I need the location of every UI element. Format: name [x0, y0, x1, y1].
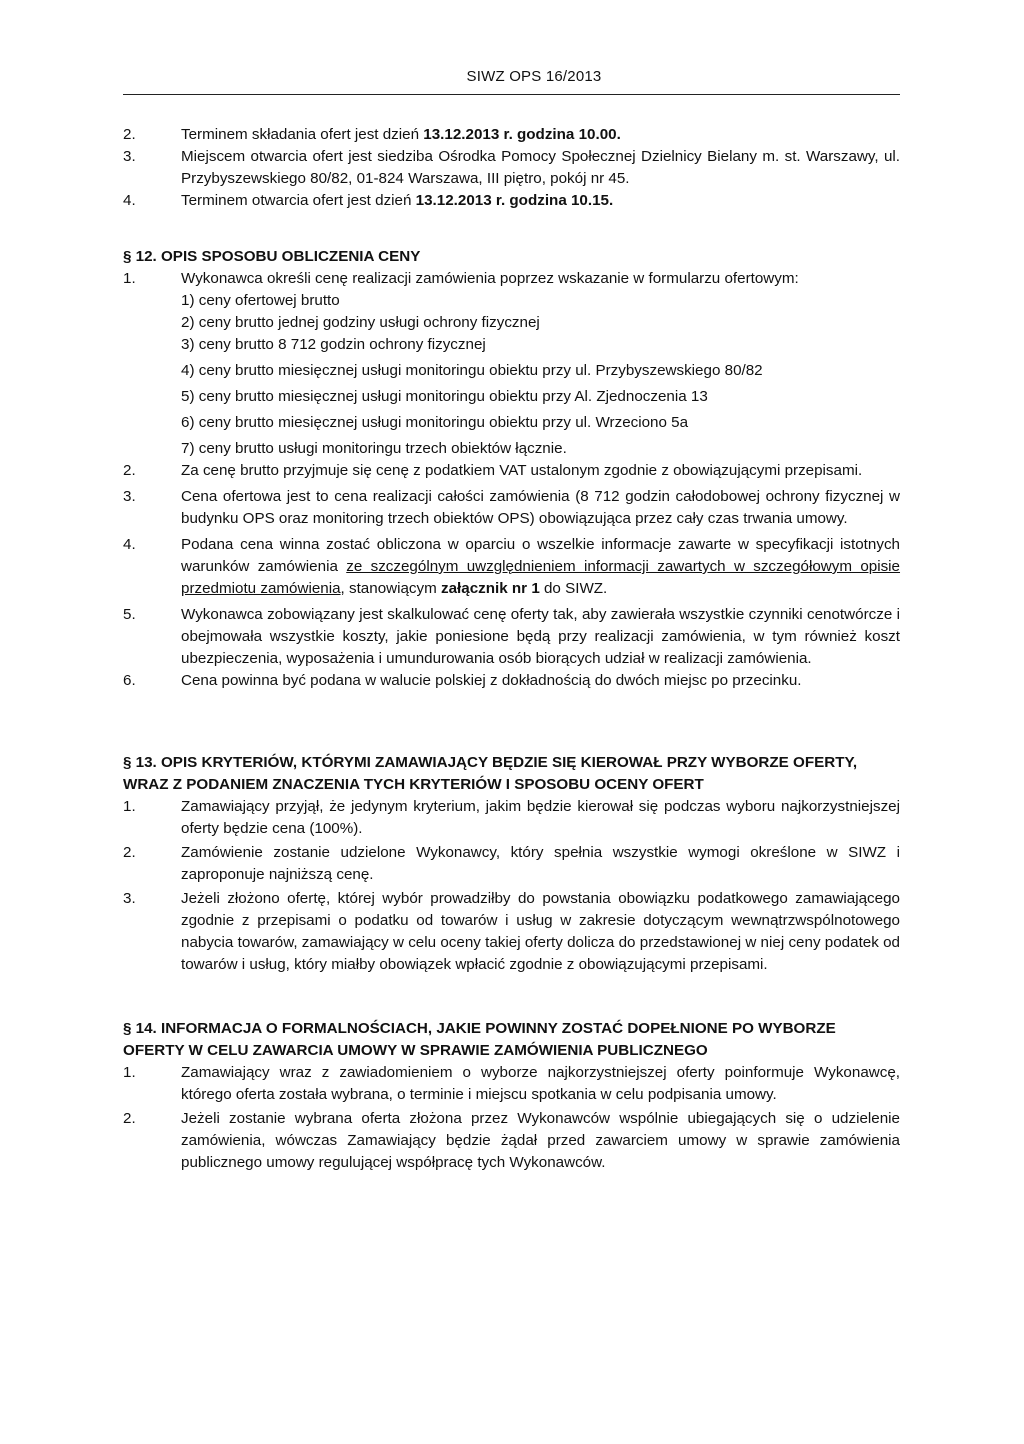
item-bold-text: 13.12.2013 r. godzina 10.15. [415, 192, 614, 209]
item-text: Wykonawca określi cenę realizacji zamówienia poprzez wskazanie w formularzu ofertowym: [181, 270, 799, 287]
sub-list-item: 5) ceny brutto miesięcznej usługi monitoringu obiektu przy Al. Zjednoczenia 13 [181, 388, 708, 405]
item-text: Za cenę brutto przyjmuje się cenę z podatkiem VAT ustalonym zgodnie z obowiązującymi przepisami. [181, 462, 863, 479]
item-text: do SIWZ. [539, 580, 608, 597]
page-header-title: SIWZ OPS 16/2013 [466, 68, 602, 85]
item-text: Zamawiający wraz z zawiadomieniem o wyborze najkorzystniejszej oferty poinformuje Wykonawcę, którego oferta została wybrana, o terminie i miejscu spotkania w celu podpisania umowy. [181, 1064, 900, 1103]
item-text: Cena powinna być podana w walucie polskiej z dokładnością do dwóch miejsc po przecinku. [181, 672, 802, 689]
item-text: , stanowiącym [340, 580, 441, 597]
item-number: 2. [123, 126, 136, 143]
list-item [123, 796, 900, 840]
list-item [123, 670, 900, 692]
item-number: 1. [123, 270, 136, 287]
item-text: Zamówienie zostanie udzielone Wykonawcy, który spełnia wszystkie wymogi określone w SIWZ i zaproponuje najniższą cenę. [181, 844, 900, 883]
item-number: 5. [123, 606, 136, 623]
item-text: Miejscem otwarcia ofert jest siedziba Ośrodka Pomocy Społecznej Dzielnicy Bielany m. st. Warszawy, ul. Przybyszewskiego 80/82, 01-824 Warszawa, III piętro, pokój nr 45. [181, 148, 900, 187]
list-item [123, 460, 900, 482]
item-bold-text: 13.12.2013 r. godzina 10.00. [423, 126, 621, 143]
item-number: 6. [123, 672, 136, 689]
item-text: Wykonawca zobowiązany jest skalkulować cenę oferty tak, aby zawierała wszystkie czynniki cenotwórcze i obejmowała wszystkie koszty, jakie poniesione będą przy realizacji zamówienia, w tym również koszt ubezpieczenia, wyposażenia i umundurowania osób biorących udział w realizacji zamówienia. [181, 606, 900, 667]
list-item [123, 486, 900, 530]
item-number: 4. [123, 536, 136, 553]
list-item [123, 268, 900, 290]
sub-list-item: 1) ceny ofertowej brutto [181, 292, 340, 309]
item-bold-text: załącznik nr 1 [441, 580, 540, 597]
sub-list-item: 3) ceny brutto 8 712 godzin ochrony fizycznej [181, 336, 486, 353]
item-number: 3. [123, 488, 136, 505]
item-underlined-text: ze szczególnym uwzględnieniem informacji zawartych w szczegółowym opisie przedmiotu zamówienia [181, 558, 901, 597]
list-item [123, 888, 900, 976]
list-item [123, 842, 900, 886]
item-text: Podana cena winna zostać obliczona w oparciu o wszelkie informacje zawarte w specyfikacji istotnych warunków zamówienia [181, 536, 900, 575]
item-text: Zamawiający przyjął, że jedynym kryterium, jakim będzie kierował się podczas wyboru najkorzystniejszej oferty będzie cena (100%). [181, 798, 900, 837]
sub-list [123, 290, 900, 460]
list-item [123, 190, 900, 212]
list-item [123, 1062, 900, 1106]
document-body [123, 124, 900, 1174]
item-number: 2. [123, 462, 136, 479]
item-number: 1. [123, 798, 136, 815]
sub-list-item: 4) ceny brutto miesięcznej usługi monitoringu obiektu przy ul. Przybyszewskiego 80/82 [181, 362, 763, 379]
item-number: 4. [123, 192, 136, 209]
sub-list-item: 7) ceny brutto usługi monitoringu trzech obiektów łącznie. [181, 440, 567, 457]
header-rule [123, 94, 900, 95]
item-text: Jeżeli złożono ofertę, której wybór prowadziłby do powstania obowiązku podatkowego zamawiającego zgodnie z przepisami o podatku od towarów i usług w zakresie dotyczącym wewnątrzwspólnotowego nabycia towarów, zamawiający w celu oceny takiej oferty dolicza do przedstawionej w niej ceny podatek od towarów i usług, który miałby obowiązek wpłacić zgodnie z obowiązującymi przepisami. [181, 890, 900, 973]
sub-list-item: 6) ceny brutto miesięcznej usługi monitoringu obiektu przy ul. Wrzeciono 5a [181, 414, 689, 431]
item-number: 3. [123, 148, 136, 165]
item-number: 2. [123, 844, 136, 861]
list-item [123, 534, 900, 600]
list-item [123, 1108, 900, 1174]
item-text: Terminem składania ofert jest dzień [181, 126, 424, 143]
item-number: 1. [123, 1064, 136, 1081]
item-text: Cena ofertowa jest to cena realizacji całości zamówienia (8 712 godzin całodobowej ochrony fizycznej w budynku OPS oraz monitoring trzech obiektów OPS) obowiązująca przez cały czas trwania umowy. [181, 488, 900, 527]
list-item [123, 124, 900, 146]
item-number: 3. [123, 890, 136, 907]
list-item [123, 146, 900, 190]
item-text: Jeżeli zostanie wybrana oferta złożona przez Wykonawców wspólnie ubiegających się o udzielenie zamówienia, wówczas Zamawiający będzie żądał przed zawarciem umowy w sprawie zamówienia publicznego umowy regulującej współpracę tych Wykonawców. [181, 1110, 900, 1171]
list-item [123, 604, 900, 670]
item-number: 2. [123, 1110, 136, 1127]
section-14-title: § 14. INFORMACJA O FORMALNOŚCIACH, JAKIE POWINNY ZOSTAĆ DOPEŁNIONE PO WYBORZE OFERTY W CELU ZAWARCIA UMOWY W SPRAWIE ZAMÓWIENIA PUBLICZNEGO [123, 1020, 836, 1059]
section-13-title: § 13. OPIS KRYTERIÓW, KTÓRYMI ZAMAWIAJĄCY BĘDZIE SIĘ KIEROWAŁ PRZY WYBORZE OFERTY, WRAZ Z PODANIEM ZNACZENIA TYCH KRYTERIÓW I SPOSOBU OCENY OFERT [123, 754, 858, 793]
section-12-title: § 12. OPIS SPOSOBU OBLICZENIA CENY [123, 248, 421, 265]
sub-list-item: 2) ceny brutto jednej godziny usługi ochrony fizycznej [181, 314, 540, 331]
item-text: Terminem otwarcia ofert jest dzień [181, 192, 416, 209]
